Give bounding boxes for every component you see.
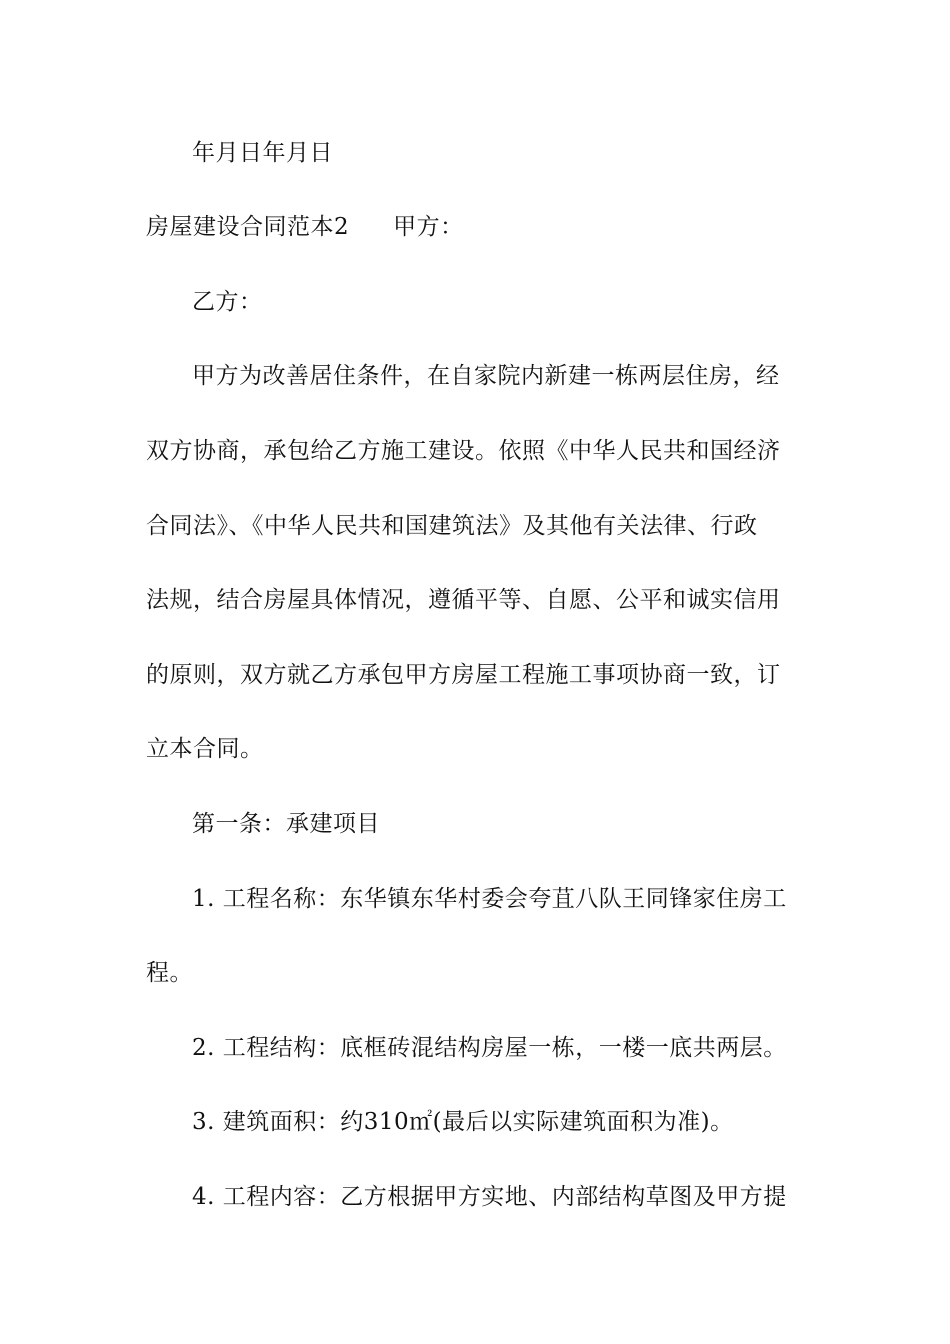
section-heading: 第一条：承建项目 <box>192 811 380 837</box>
paragraph-line: 合同法》、《中华人民共和国建筑法》及其他有关法律、行政 <box>146 513 758 539</box>
list-item-continuation: 程。 <box>146 960 193 986</box>
paragraph-line: 双方协商，承包给乙方施工建设。依照《中华人民共和国经济 <box>146 438 781 464</box>
party-b-label: 乙方： <box>192 289 263 315</box>
contract-title: 房屋建设合同范本2 <box>146 214 350 240</box>
paragraph-line: 甲方为改善居住条件，在自家院内新建一栋两层住房，经 <box>192 363 780 389</box>
date-line: 年月日年月日 <box>192 140 333 166</box>
party-a-label: 甲方： <box>393 214 464 240</box>
list-item: 3. 建筑面积：约310㎡(最后以实际建筑面积为准)。 <box>192 1109 734 1135</box>
list-item: 4. 工程内容：乙方根据甲方实地、内部结构草图及甲方提 <box>192 1184 787 1210</box>
paragraph-line: 的原则，双方就乙方承包甲方房屋工程施工事项协商一致，订 <box>146 662 781 688</box>
list-item: 2. 工程结构：底框砖混结构房屋一栋，一楼一底共两层。 <box>192 1035 787 1061</box>
title-line <box>146 212 816 242</box>
paragraph-line: 法规，结合房屋具体情况，遵循平等、自愿、公平和诚实信用 <box>146 587 781 613</box>
list-item: 1. 工程名称：东华镇东华村委会夸苴八队王同锋家住房工 <box>192 886 787 912</box>
paragraph-line: 立本合同。 <box>146 736 264 762</box>
